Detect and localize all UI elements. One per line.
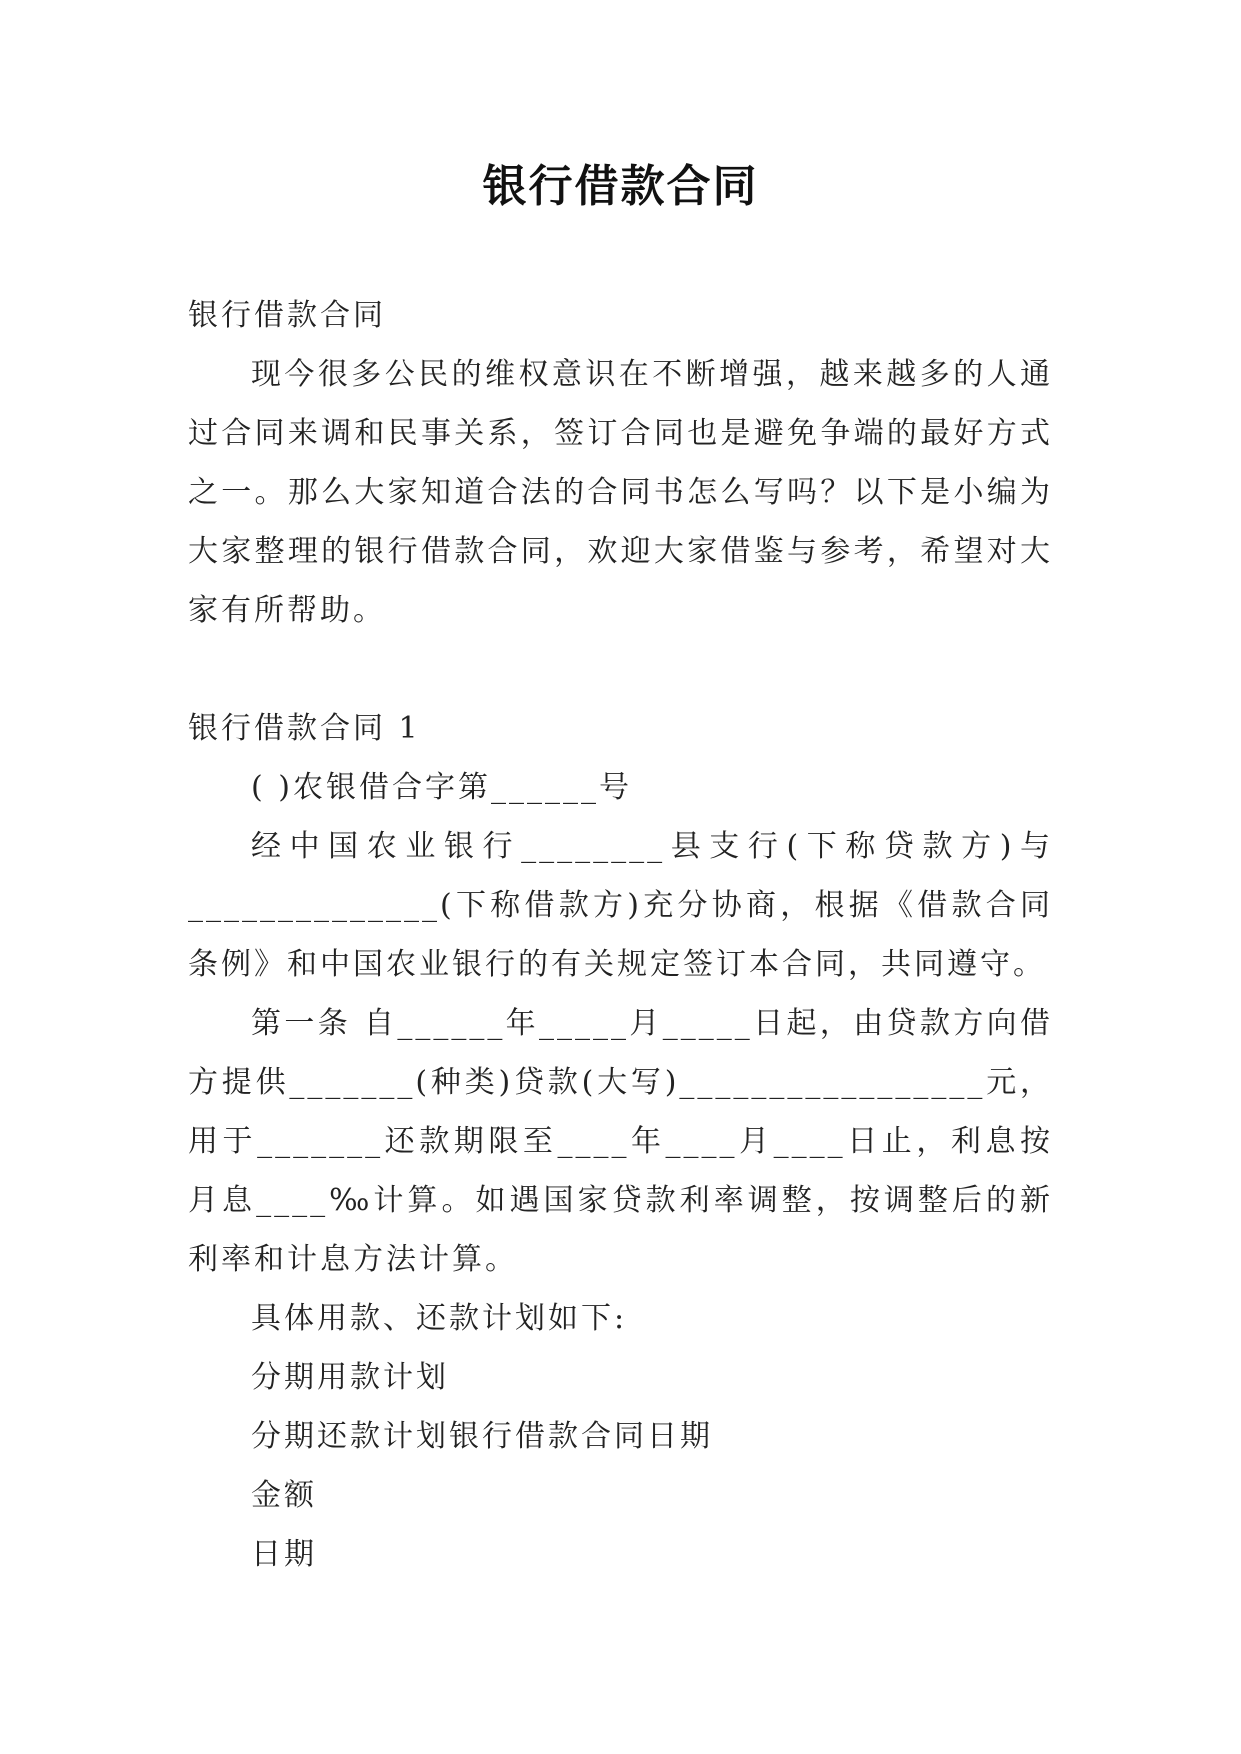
plan-item-installment-repay: 分期还款计划银行借款合同日期 bbox=[251, 1419, 713, 1454]
contract-1-heading: 银行借款合同 1 bbox=[188, 711, 421, 746]
contract-number: ( )农银借合字第______号 bbox=[251, 770, 632, 805]
document-body bbox=[188, 286, 1053, 1584]
paragraph-gap bbox=[188, 640, 1053, 699]
intro-paragraph: 现今很多公民的维权意识在不断增强，越来越多的人通过合同来调和民事关系，签订合同也是避免争端的最好方式之一。那么大家知道合法的合同书怎么写吗？以下是小编为大家整理的银行借款合同，欢迎大家借鉴与参考，希望对大家有所帮助。 bbox=[188, 357, 1053, 628]
plan-item-amount: 金额 bbox=[251, 1478, 317, 1513]
intro-heading: 银行借款合同 bbox=[188, 298, 386, 333]
article-1-paragraph: 第一条 自______年_____月_____日起，由贷款方向借方提供_______(种类)贷款(大写)_________________元，用于_______还款期限至____年____月____日止，利息按月息____‰计算。如遇国家贷款利率调整，按调整后的新利率和计息方法计算。 bbox=[188, 1006, 1053, 1277]
plan-intro: 具体用款、还款计划如下: bbox=[251, 1301, 628, 1336]
parties-paragraph: 经中国农业银行________县支行(下称贷款方)与______________(下称借款方)充分协商，根据《借款合同条例》和中国农业银行的有关规定签订本合同，共同遵守。 bbox=[188, 829, 1053, 982]
plan-item-date: 日期 bbox=[251, 1537, 317, 1572]
plan-item-installment-use: 分期用款计划 bbox=[251, 1360, 449, 1395]
document-title: 银行借款合同 bbox=[482, 161, 759, 212]
